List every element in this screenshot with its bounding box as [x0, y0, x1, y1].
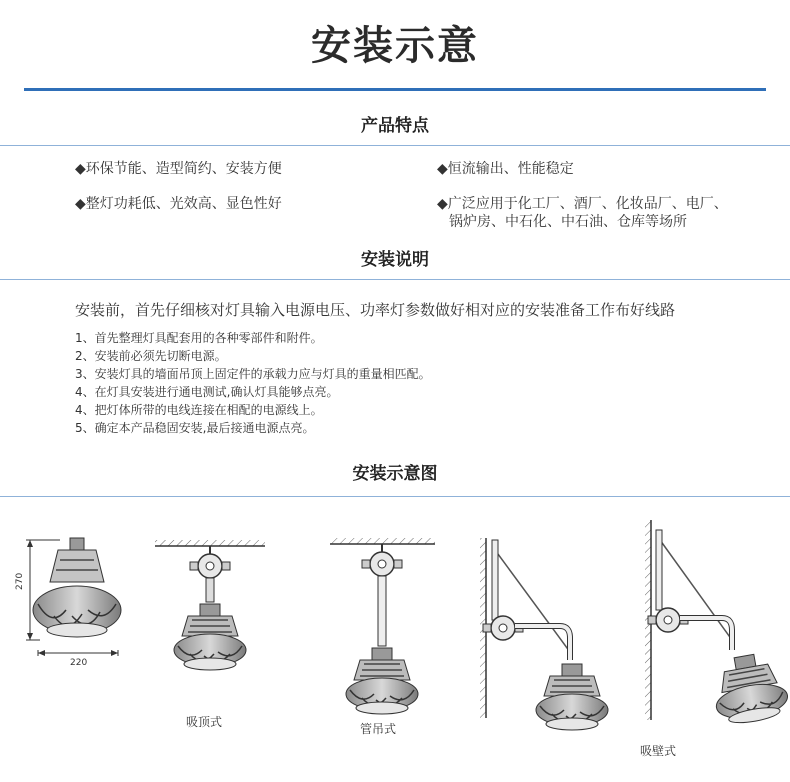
feature-item: ◆恒流输出、性能稳定 [437, 161, 574, 177]
feature-item: 锅炉房、中石化、中石油、仓库等场所 [449, 214, 687, 230]
instructions-steps [75, 329, 431, 437]
instructions-divider [0, 279, 790, 280]
caption-pendant: 管吊式 [360, 722, 397, 736]
step-item: 1、首先整理灯具配套用的各种零部件和附件。 [75, 331, 323, 345]
step-item: 3、安装灯具的墙面吊顶上固定件的承载力应与灯具的重量相匹配。 [75, 367, 431, 381]
feature-item: ◆整灯功耗低、光效高、显色性好 [75, 196, 282, 212]
pipe-pendant-figure [330, 538, 435, 714]
wall-mount-figure-1 [480, 538, 608, 730]
feature-item: ◆环保节能、造型简约、安装方便 [75, 161, 282, 177]
installation-diagram-drawing [0, 510, 790, 778]
dimensioned-lamp-figure [26, 538, 121, 656]
title-divider [24, 88, 766, 91]
step-item: 5、确定本产品稳固安装,最后接通电源点亮。 [75, 421, 315, 435]
diagram-heading: 安装示意图 [352, 464, 438, 484]
dimension-width-label: 220 [70, 658, 88, 668]
step-item: 4、把灯体所带的电线连接在相配的电源线上。 [75, 403, 323, 417]
instructions-heading: 安装说明 [361, 250, 429, 270]
step-item: 2、安装前必须先切断电源。 [75, 349, 227, 363]
caption-wall: 吸壁式 [640, 744, 677, 758]
ceiling-mount-figure [155, 540, 265, 670]
feature-item: ◆广泛应用于化工厂、酒厂、化妆品厂、电厂、 [437, 196, 728, 212]
diagram-divider [0, 496, 790, 497]
dimension-height-label: 270 [15, 572, 25, 590]
features-heading: 产品特点 [361, 116, 429, 136]
step-item: 4、在灯具安装进行通电测试,确认灯具能够点亮。 [75, 385, 339, 399]
features-divider [0, 145, 790, 146]
instructions-lead: 安装前，首先仔细核对灯具输入电源电压、功率灯参数做好相对应的安装准备工作布好线路 [75, 301, 676, 319]
caption-ceiling: 吸顶式 [186, 715, 223, 729]
wall-mount-figure-2 [645, 520, 790, 727]
page-title: 安装示意 [311, 23, 479, 69]
installation-diagram [0, 510, 790, 778]
